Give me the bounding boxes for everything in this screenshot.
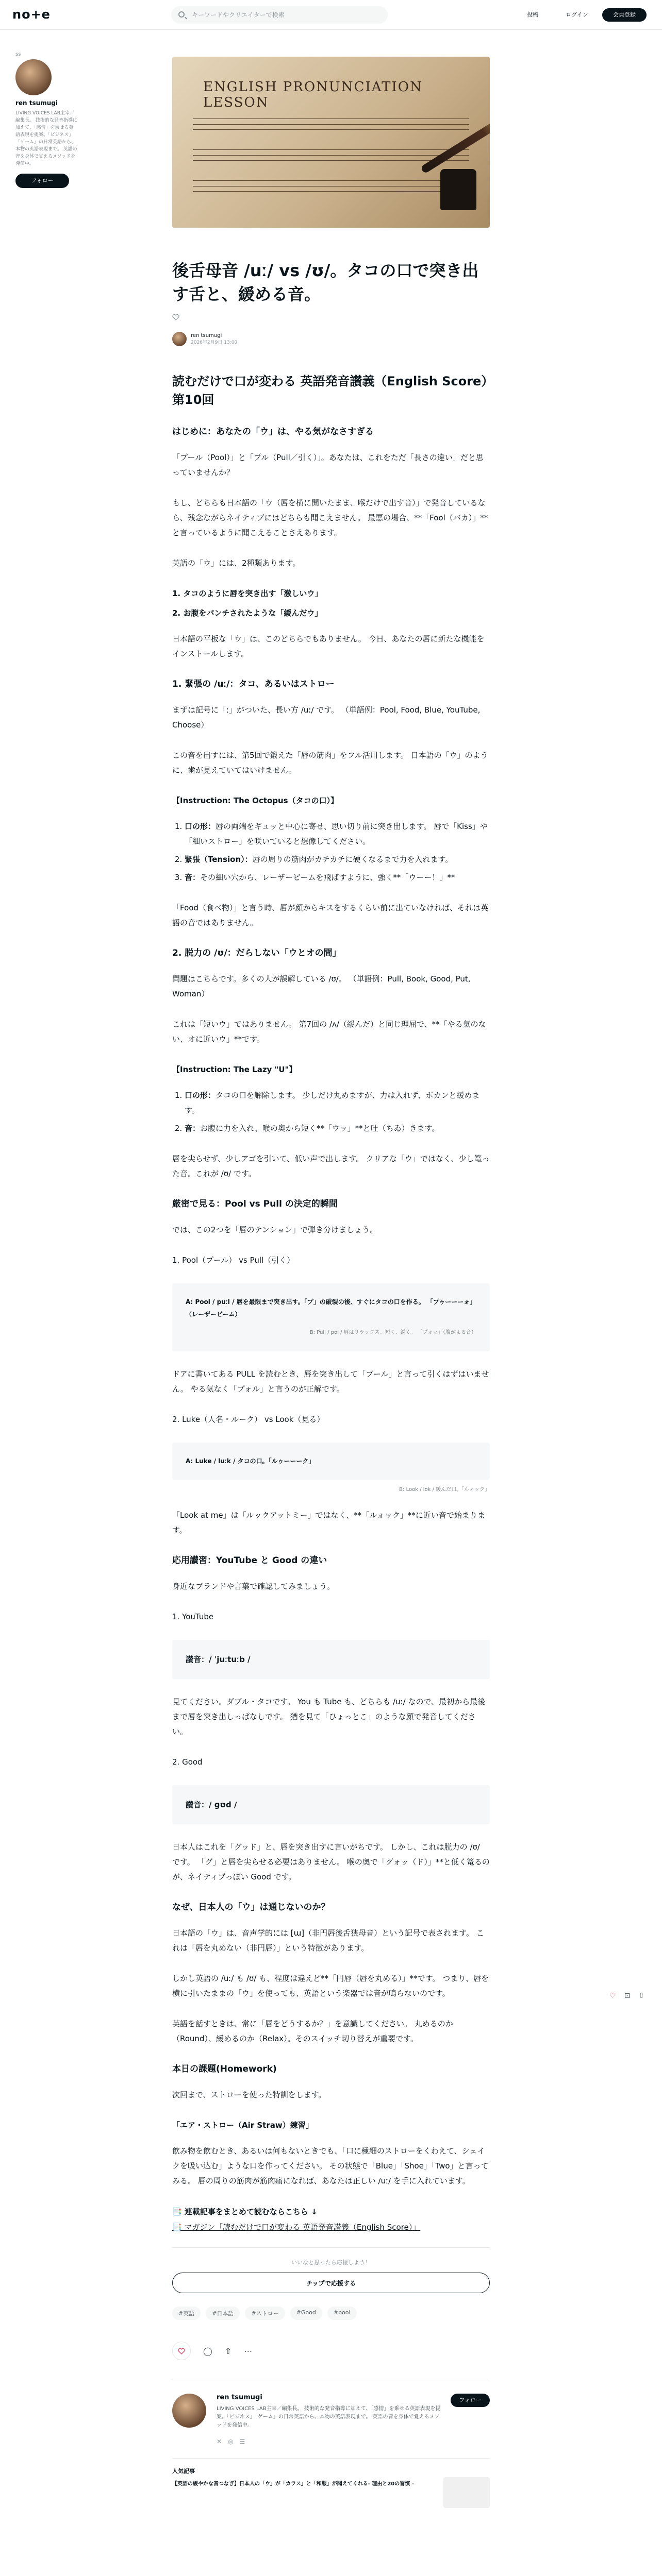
tag-chip[interactable]: #日本語 [206, 2307, 240, 2320]
example-a: A: Pool / puːl / 唇を最限まで突き出す。「プ」の破裂の後、すぐにタコの口を作る。 「プゥーーーォ」（レーザービーム） [186, 1298, 476, 1318]
comment-icon[interactable]: ◯ [203, 2346, 212, 2356]
creator-sidebar [15, 52, 77, 188]
heart-icon[interactable] [172, 314, 179, 320]
article [172, 57, 490, 2488]
example-label: 1. YouTube [172, 1612, 214, 1621]
section-heading: 本日の課題(Homework) [172, 2064, 277, 2074]
profile-name[interactable]: ren tsumugi [217, 2394, 262, 2401]
paragraph: 次回まで、ストローを使った特訓をします。 [172, 2090, 326, 2099]
author-name[interactable]: ren tsumugi [191, 333, 222, 338]
example-box [172, 1443, 490, 1480]
paragraph: では、この2つを「唇のテンション」で弾き分けましょう。 [172, 1225, 378, 1234]
paragraph: 「Look at me」は「ルックアットミー」ではなく、**「ルォック」**に近い音で始まります。 [172, 1511, 485, 1535]
author-profile-card [172, 2381, 490, 2458]
list-item-text: 唇の両端をギュッと中心に寄せ、思い切り前に突き出します。 唇で「Kiss」や「細いストロー」を咲いていると想像してください。 [185, 822, 488, 846]
paragraph: 問題はこちらです。多くの人が誤解している /ʊ/。 （単語例：Pull, Book, Good, Put, Woman） [172, 974, 471, 998]
list-item [185, 1088, 490, 1118]
list-item [185, 1121, 490, 1136]
tag-chip[interactable]: #ストロー [245, 2307, 285, 2320]
paragraph: この音を出すには、第5回で鍛えた「唇の筋肉」をフル活用します。 日本語の「ウ」のように、歯が見えていてはいけません。 [172, 751, 488, 775]
creator-bio: LIVING VOICES LAB主宰／編集長。 技術的な発音指導に加えて、「感情」を乗せる英語表現を提案。「ビジネス」「ゲーム」の日常英語から、本物の英語表現まで。 英語の音を身体で覚えるメソッドを発信中。 [15, 111, 77, 166]
phonetic-box [172, 1640, 490, 1679]
phonetic-text: 讃音：/ ˈjuːtuːb / [186, 1655, 251, 1664]
popular-articles [172, 2458, 490, 2488]
staff-line [193, 155, 469, 156]
magazine-heading: 📑 連載記事をまとめて読むならこちら ↓ [172, 2207, 318, 2216]
section-heading: 1. 緊張の /uː/：タコ、あるいはストロー [172, 679, 335, 689]
list-item-text: タコの口を解除します。 少しだけ丸めますが、力は入れず、ポカンと緩めます。 [185, 1091, 480, 1115]
search-icon [178, 11, 185, 18]
paragraph: 英語を話すときは、常に「唇をどうするか？」を意識してください。 丸めるのか（Round）、緩めるのか（Relax）。そのスイッチ切り替えが重要です。 [172, 2019, 453, 2043]
heart-icon [178, 2348, 185, 2354]
share-icon[interactable]: ⇧ [224, 2346, 232, 2356]
paragraph: 唇を尖らせず、少しアゴを引いて、低い声で出します。 クリアな「ウ」ではなく、少し篭った音。これが /ʊ/ です。 [172, 1154, 490, 1178]
instruction-heading: 【Instruction: The Octopus（タコの口）】 [172, 796, 339, 805]
ink-bottle-icon [440, 169, 476, 210]
page-title: 後舌母音 /uː/ vs /ʊ/。タコの口で突き出す舌と、緩める音。 [172, 261, 479, 304]
note-logo[interactable]: no+e [12, 7, 51, 22]
list-item-text: お腹に力を入れ、喉の奥から短く**「ウッ」**と吐（ちゐ）きます。 [200, 1124, 440, 1133]
phonetic-box [172, 1785, 490, 1824]
example-label: 2. Luke（人名・ルーク） vs Look（見る） [172, 1415, 325, 1424]
tip-button[interactable]: チップで応援する [172, 2273, 490, 2293]
rss-icon[interactable]: ☰ [239, 2438, 252, 2445]
paragraph: これは「短いウ」ではありません。 第7回の /ʌ/（緩んだ）と同じ理屈で、**「やる気のない、オに近いウ」**です。 [172, 1020, 486, 1044]
more-icon[interactable]: ⋯ [244, 2346, 253, 2356]
example-b: B: Pull / pʊl / 唇はリラックス。短く、鋭く。 「プォッ」（腹がよる音） [309, 1330, 476, 1335]
example-box [172, 1283, 490, 1351]
instruction-heading: 【Instruction: The Lazy "U"】 [172, 1065, 297, 1074]
follow-button[interactable]: フォロー [451, 2394, 490, 2407]
support-section [172, 2247, 490, 2293]
heart-icon[interactable]: ♡ [609, 1992, 616, 2000]
example-a: A: Luke / luːk / タコの口。「ルゥーーーク」 [186, 1458, 315, 1465]
article-body [172, 372, 490, 2235]
signup-button[interactable]: 会員登録 [602, 8, 647, 22]
staff-line [193, 124, 469, 125]
section-heading: はじめに：あなたの「ウ」は、やる気がなさすぎる [172, 427, 374, 437]
paragraph: 日本人はこれを「グッド」と、唇を突き出すに言いがちです。 しかし、これは脱力の /ʊ/ です。 「グ」と唇を尖らせる必要はありません。 喉の奥で「グォッ（ド）」**と低く篭るのが、ネイティブっぽい Good です。 [172, 1842, 490, 1882]
x-icon[interactable]: ✕ [217, 2438, 228, 2445]
instruction-list [185, 819, 490, 885]
section-heading: なぜ、日本人の「ウ」は通じないのか？ [172, 1902, 330, 1912]
list-item-label: 緊張（Tension）： [185, 855, 253, 864]
action-bar [172, 2342, 490, 2360]
list-item-label: 口の形： [185, 1091, 216, 1100]
paragraph: ドアに書いてある PULL を読むとき、唇を突き出して「プール」と言って引くはずはいません。 やる気なく「プォル」と言うのが正解です。 [172, 1369, 489, 1394]
tag-chip[interactable]: #Good [290, 2307, 322, 2320]
paragraph: 「プール（Pool）」と「プル（Pull／引く）」。あなたは、これをただ「長さの違い」だと思っていませんか？ [172, 453, 484, 477]
paragraph: 日本語の「ウ」は、音声学的には [ɯ]（非円唇後舌狭母音）という記号で表されます。 これは「唇を丸めない（非円唇）」という特徴があります。 [172, 1928, 484, 1953]
avatar[interactable] [172, 332, 187, 346]
author-row [172, 332, 490, 346]
publish-date: 2026年2月9日 13:00 [191, 340, 238, 345]
hero-image [172, 57, 490, 228]
paragraph: 英語の「ウ」には、2種類あります。 [172, 558, 301, 568]
list-item-text: その細い穴から、レーザービームを飛ばすように、強く**「ウーー！」** [200, 873, 455, 882]
list-item [185, 870, 490, 885]
search-placeholder: キーワードやクリエイターで検索 [192, 11, 285, 19]
sidebar-tag: ss [15, 52, 21, 57]
paragraph: 身近なブランドや言葉で確認してみましょう。 [172, 1582, 335, 1591]
paragraph: もし、どちらも日本語の「ウ（唇を横に開いたまま、喉だけで出す音）」で発音しているなら、残念ながらネイティブにはどちらも聞こえません。 最悪の場合、**「Fool（バカ）」**と言っているように聞こえることさえあります。 [172, 498, 488, 537]
instruction-list [185, 1088, 490, 1136]
section-heading: 2. 脱力の /ʊ/：だらしない「ウとオの間」 [172, 948, 341, 958]
instagram-icon[interactable]: ◎ [228, 2438, 240, 2445]
bookmark-icon[interactable]: ⊡ [624, 1992, 631, 2000]
example-b: B: Look / lʊk / 緩んだ口。「ルォック」 [399, 1487, 490, 1493]
creator-name[interactable]: ren tsumugi [15, 99, 58, 107]
avatar[interactable] [172, 2394, 206, 2428]
bold-line: 1. タコのように唇を突き出す「激しいウ」 [172, 589, 323, 598]
list-item-label: 音： [185, 873, 201, 882]
list-item [185, 819, 490, 849]
staff-line [193, 186, 469, 187]
profile-bio: LIVING VOICES LAB主宰／編集長。 技術的な発音指導に加えて、「感情」を乗せる英語表現を提案。「ビジネス」「ゲーム」の日常英語から、本物の英語表現まで。 英語の音を身体で覚えるメソッドを発信中。 [217, 2406, 441, 2428]
list-item-text: 唇の周りの筋肉がカチカチに硬くなるまで力を入れます。 [252, 855, 453, 864]
list-item [185, 852, 490, 867]
magazine-link[interactable]: 📑 マガジン「読むだけで口が変わる 英語発音讃義（English Score）」 [172, 2223, 421, 2232]
tag-list [172, 2307, 490, 2320]
list-item-label: 口の形： [185, 822, 216, 831]
like-button[interactable] [172, 2342, 191, 2360]
floating-actions [609, 1992, 644, 2000]
bold-line: 2. お腹をパンチされたような「緩んだウ」 [172, 608, 323, 618]
popular-label: 人気記事 [172, 2468, 195, 2475]
paragraph: まずは記号に「ː」がついた、長い方 /uː/ です。 （単語例：Pool, Food, Blue, YouTube, Choose） [172, 705, 481, 730]
avatar[interactable] [15, 59, 52, 95]
section-heading: 厳密で見る：Pool vs Pull の決定的瞬間 [172, 1199, 338, 1209]
support-question: いいなと思ったら応援しよう！ [291, 2259, 371, 2266]
example-label: 1. Pool（プール） vs Pull（引く） [172, 1256, 295, 1265]
hero-title: ENGLISH PRONUNCIATION LESSON [203, 79, 423, 110]
paragraph: しかし英語の /uː/ も /ʊ/ も、程度は違えど**「円唇（唇を丸める）」**です。 つまり、唇を横に引いたままの「ウ」を使っても、英語という楽器では音が鳴らないのです。 [172, 1974, 489, 1998]
phonetic-text: 讃音：/ ɡʊd / [186, 1800, 237, 1809]
search-input[interactable] [171, 6, 388, 24]
list-item-label: 音： [185, 1124, 201, 1133]
paragraph: 「Food（食べ物）」と言う時、唇が顔からキスをするくらい前に出ていなければ、それは英語の音ではありません。 [172, 903, 489, 927]
paragraph: 飲み物を飲むとき、あるいは何もないときでも、「口に極細のストローをくわえて、シェイクを吸い込む」ような口を作ってください。 その状態で「Blue」「Shoe」「Two」と言ってみる。 唇の周りの筋肉が筋肉痛になれば、あなたは正しい /uː/ を手に入れています。 [172, 2146, 489, 2185]
paragraph: 日本語の平板な「ウ」は、このどちらでもありません。 今日、あなたの唇に新たな機能をインストールします。 [172, 634, 485, 658]
social-icons [217, 2438, 251, 2445]
popular-thumbnail[interactable] [443, 2477, 490, 2508]
series-heading: 読むだけで口が変わる 英語発音讃義（English Score）第10回 [172, 374, 488, 407]
follow-button[interactable]: フォロー [15, 174, 69, 188]
tag-chip[interactable]: #英語 [172, 2307, 201, 2320]
tag-chip[interactable]: #pool [327, 2307, 357, 2320]
popular-item[interactable]: 【英語の緩やかな音つなぎ】日本人の「ウ」が「カラス」と「和服」が聞えてくれる- 理由と20の習慣 - [172, 2481, 414, 2487]
example-label: 2. Good [172, 1757, 203, 1767]
section-heading: 応用讃習：YouTube と Good の違い [172, 1555, 327, 1566]
share-icon[interactable]: ⇧ [638, 1992, 645, 2000]
login-button[interactable]: ログイン [566, 11, 588, 18]
homework-title: 「エア・ストロー（Air Straw）練習」 [172, 2121, 313, 2130]
post-button[interactable]: 投稿 [527, 11, 538, 18]
top-header [0, 0, 662, 30]
paragraph: 見てください。ダブル・タコです。 You も Tube も、どちらも /uː/ なので、最初から最後まで唇を突き出しっぱなしです。 猶を見て「ひょっとこ」のような顔で発音してください。 [172, 1697, 486, 1736]
